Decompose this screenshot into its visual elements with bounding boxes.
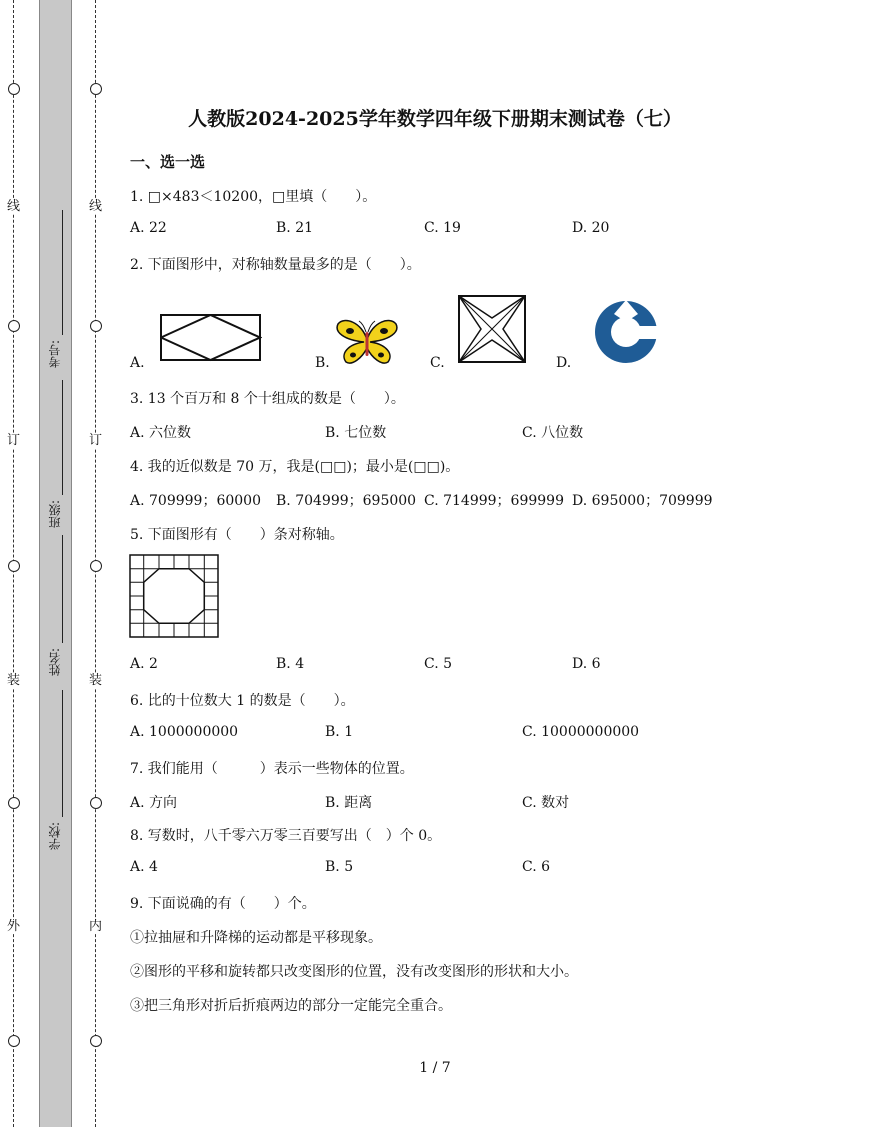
margin-char-outer: 外 [7,919,21,934]
option-b[interactable]: B. 七位数 [325,425,387,441]
binding-hole [90,320,102,332]
option-a[interactable]: A. 22 [130,220,167,236]
binding-strip [39,0,72,1127]
option-a[interactable]: A. 方向 [130,795,178,811]
square-star-figure [458,295,526,363]
margin-char-inner: 订 [89,433,103,448]
binding-hole [8,560,20,572]
option-c[interactable]: C. 6 [522,859,551,875]
binding-hole [90,1035,102,1047]
margin-char-inner: 装 [89,673,103,688]
class-blank[interactable] [62,380,63,495]
school-blank[interactable] [62,690,63,817]
option-a[interactable]: A. 六位数 [130,425,192,441]
bank-logo-figure [594,300,658,364]
option-b[interactable]: B. [315,355,330,371]
margin-char-inner: 内 [89,919,103,934]
question-6: 6. 比的十位数大 1 的数是（ ）。 [130,693,355,709]
option-a[interactable]: A. [130,355,145,371]
statement-3: ③把三角形对折后折痕两边的部分一定能完全重合。 [130,998,452,1014]
class-label: 班级: [48,500,62,529]
option-b[interactable]: B. 704999；695000 [276,493,417,509]
question-5: 5. 下面图形有（ ）条对称轴。 [130,527,344,543]
question-3: 3. 13 个百万和 8 个十组成的数是（ ）。 [130,391,405,407]
question-7: 7. 我们能用（ ）表示一些物体的位置。 [130,761,414,777]
exam-number-blank[interactable] [62,210,63,335]
binding-hole [8,320,20,332]
margin-char-inner: 线 [89,199,103,214]
option-d[interactable]: D. 6 [572,656,601,672]
page-number: 1 / 7 [419,1060,451,1076]
question-2: 2. 下面图形中，对称轴数量最多的是（ ）。 [130,257,421,273]
option-a[interactable]: A. 709999；60000 [130,493,261,509]
option-b[interactable]: B. 1 [325,724,354,740]
option-c[interactable]: C. 714999；699999 [424,493,564,509]
rectangle-rhombus-figure [160,314,262,362]
statement-2: ②图形的平移和旋转都只改变图形的位置，没有改变图形的形状和大小。 [130,964,578,980]
option-c[interactable]: C. [430,355,445,371]
question-9: 9. 下面说确的有（ ）个。 [130,896,316,912]
option-d[interactable]: D. 20 [572,220,610,236]
option-a[interactable]: A. 2 [130,656,158,672]
option-c[interactable]: C. 10000000000 [522,724,640,740]
section-heading: 一、选一选 [130,153,206,171]
binding-hole [8,83,20,95]
page-title: 人教版2024-2025学年数学四年级下册期末测试卷（七） [188,108,682,130]
binding-hole [90,797,102,809]
margin-char-outer: 装 [7,673,21,688]
option-a[interactable]: A. 4 [130,859,158,875]
exam-number-label: 考号: [48,340,62,369]
option-a[interactable]: A. 1000000000 [130,724,239,740]
question-1: 1. □×483＜10200，□里填（ ）。 [130,189,377,205]
binding-hole [8,1035,20,1047]
margin-char-outer: 线 [7,199,21,214]
margin-char-outer: 订 [7,433,21,448]
option-b[interactable]: B. 21 [276,220,314,236]
octagon-grid-figure [129,554,221,640]
question-8: 8. 写数时，八千零六万零三百要写出（ ）个 0。 [130,828,442,844]
question-4: 4. 我的近似数是 70 万，我是(□□)；最小是(□□)。 [130,459,460,475]
binding-hole [90,83,102,95]
option-d[interactable]: D. 695000；709999 [572,493,713,509]
option-b[interactable]: B. 5 [325,859,354,875]
butterfly-figure [334,318,400,366]
option-b[interactable]: B. 距离 [325,795,373,811]
option-c[interactable]: C. 数对 [522,795,570,811]
binding-hole [8,797,20,809]
binding-hole [90,560,102,572]
option-b[interactable]: B. 4 [276,656,305,672]
option-c[interactable]: C. 5 [424,656,453,672]
name-label: 姓名: [48,648,62,677]
statement-1: ①拉抽屉和升降梯的运动都是平移现象。 [130,930,382,946]
school-label: 学校: [48,822,62,851]
option-d[interactable]: D. [556,355,572,371]
option-c[interactable]: C. 19 [424,220,461,236]
option-c[interactable]: C. 八位数 [522,425,584,441]
name-blank[interactable] [62,535,63,643]
